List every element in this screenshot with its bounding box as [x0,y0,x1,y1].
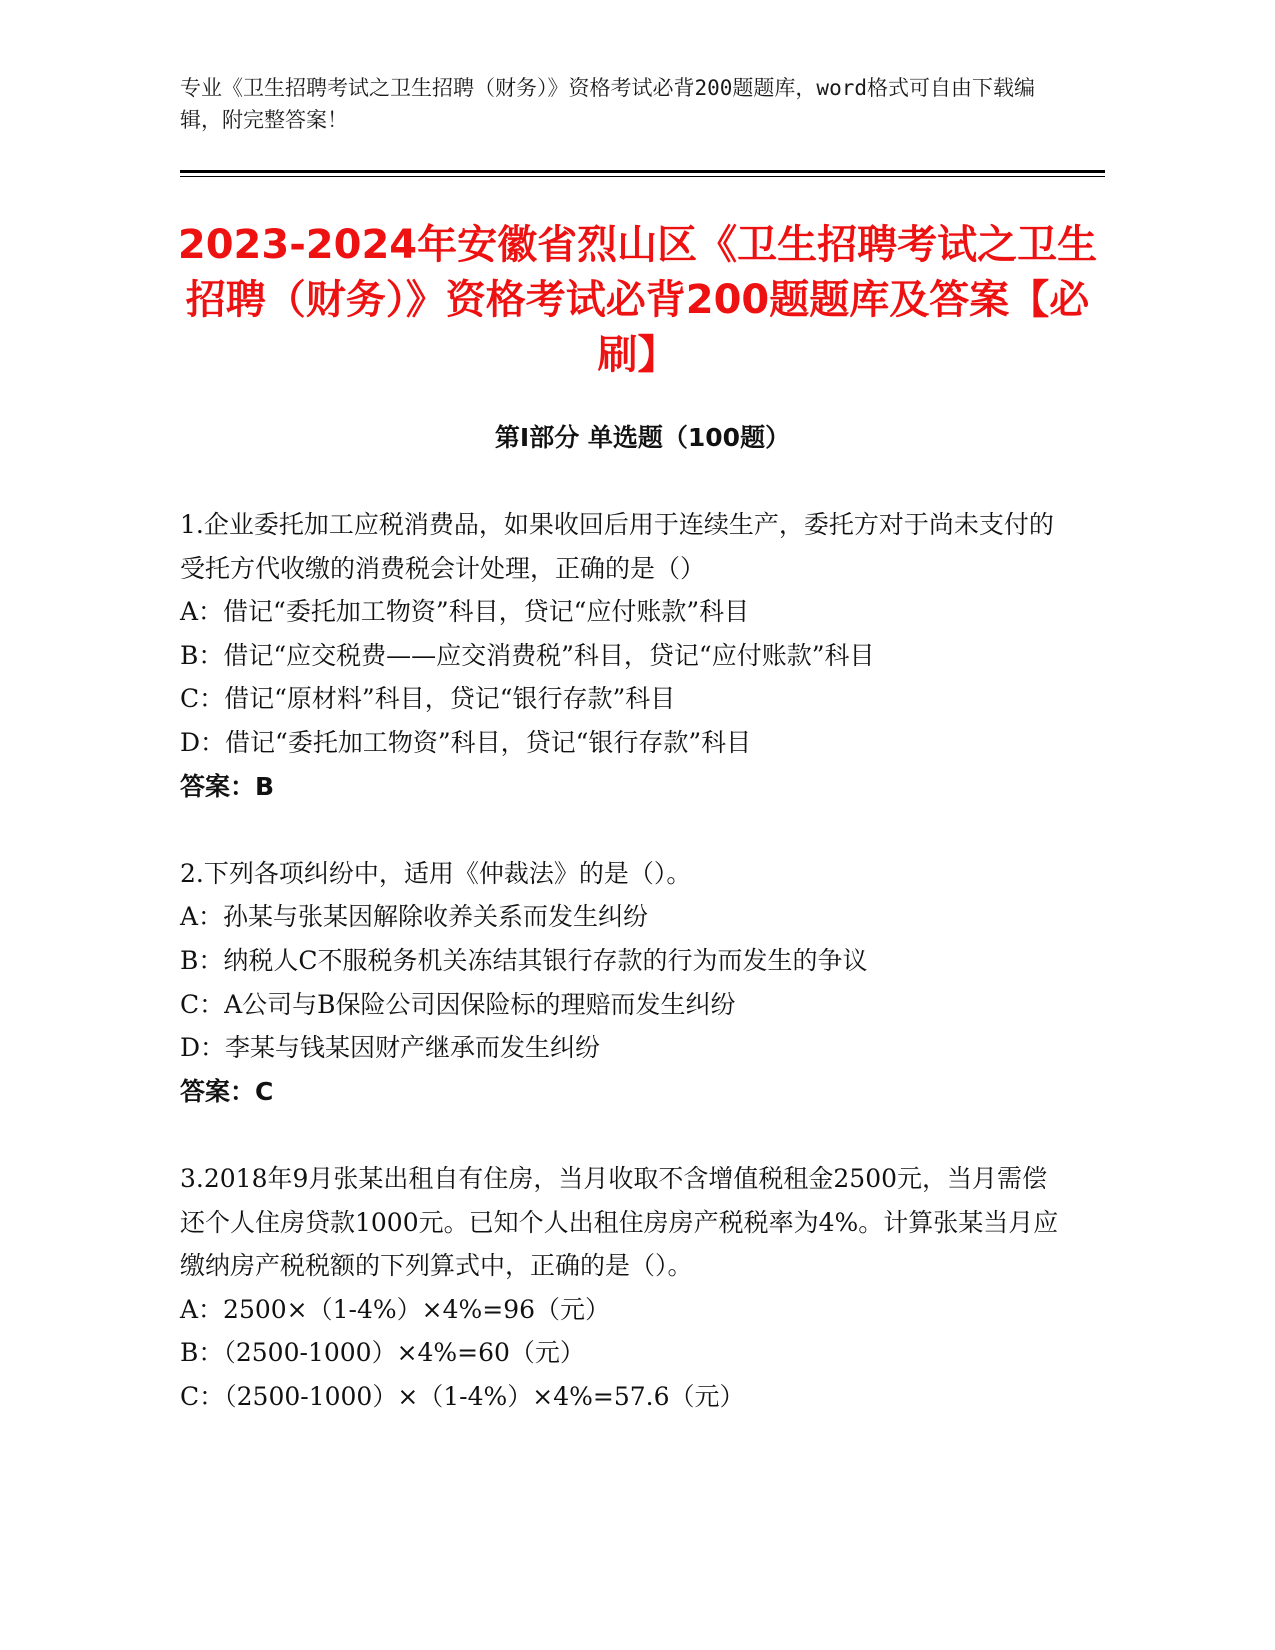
option-a: A：2500×（1-4%）×4%=96（元） [180,1294,611,1324]
document-title: 2023-2024年安徽省烈山区《卫生招聘考试之卫生招聘（财务）》资格考试必背200题题库及答案【必刷】 [177,222,1098,378]
question-list [180,503,1060,1462]
question-stem: 2.下列各项纠纷中，适用《仲裁法》的是（）。 [180,858,692,888]
option-c: C：A公司与B保险公司因保险标的理赔而发生纠纷 [180,989,736,1019]
answer: 答案：B [180,771,275,801]
question-stem: 1.企业委托加工应税消费品，如果收回后用于连续生产，委托方对于尚未支付的受托方代收缴的消费税会计处理，正确的是（） [180,510,1054,583]
header-note: 专业《卫生招聘考试之卫生招聘（财务）》资格考试必背200题题库，word格式可自由下载编辑，附完整答案！ [180,76,1035,132]
option-c: C：（2500-1000）×（1-4%）×4%=57.6（元） [180,1381,745,1411]
option-a: A：借记“委托加工物资”科目，贷记“应付账款”科目 [180,597,750,627]
section-title: 第I部分 单选题（100题） [494,423,791,452]
question-2 [180,852,1060,1114]
question-stem: 3.2018年9月张某出租自有住房，当月收取不含增值税租金2500元，当月需偿还个人住房贷款1000元。已知个人出租住房房产税税率为4%。计算张某当月应缴纳房产税税额的下列算式中，正确的是（）。 [180,1163,1059,1281]
option-b: B：纳税人C不服税务机关冻结其银行存款的行为而发生的争议 [180,945,868,975]
question-3 [180,1157,1060,1419]
option-b: B：（2500-1000）×4%=60（元） [180,1338,585,1368]
header-rule-thick [180,170,1105,173]
option-a: A：孙某与张某因解除收养关系而发生纠纷 [180,902,649,932]
option-d: D：李某与钱某因财产继承而发生纠纷 [180,1033,601,1063]
header-rule-thin [180,176,1105,177]
option-c: C：借记“原材料”科目，贷记“银行存款”科目 [180,684,676,714]
option-b: B：借记“应交税费——应交消费税”科目，贷记“应付账款”科目 [180,640,875,670]
question-1 [180,503,1060,808]
answer: 答案：C [180,1076,274,1106]
option-d: D：借记“委托加工物资”科目，贷记“银行存款”科目 [180,727,752,757]
